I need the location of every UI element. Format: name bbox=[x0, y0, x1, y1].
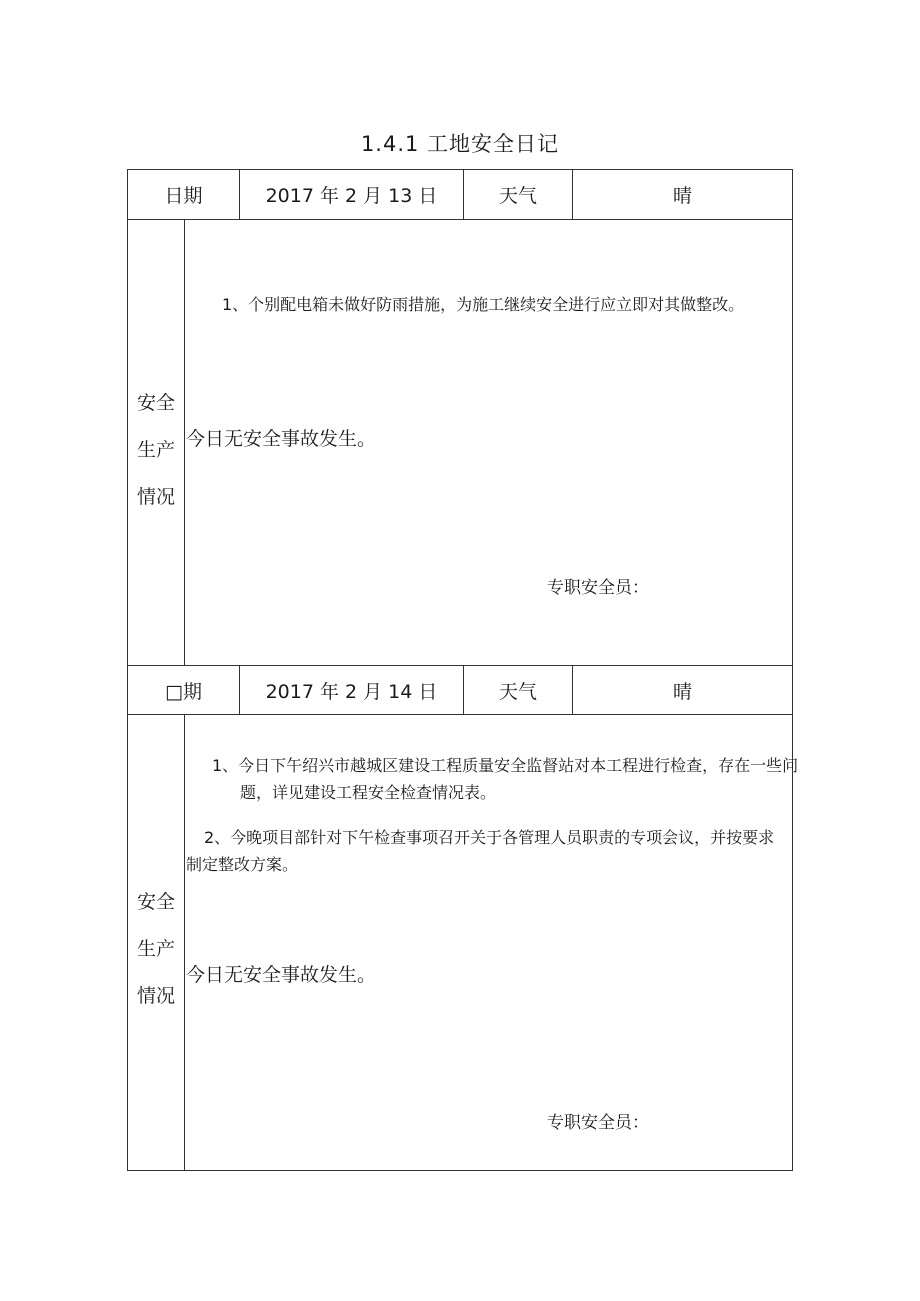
section-label: 安全 生产 情况 bbox=[136, 891, 175, 1007]
date-label: □期 bbox=[165, 680, 202, 703]
weather-value: 晴 bbox=[672, 185, 692, 207]
summary-text: 今日无安全事故发生。 bbox=[186, 964, 377, 986]
diary-table-1 bbox=[127, 169, 793, 666]
date-value: 2017 年 2 月 13 日 bbox=[265, 185, 438, 207]
diary-table-2 bbox=[127, 665, 793, 1171]
weather-value: 晴 bbox=[672, 680, 692, 703]
summary-text: 今日无安全事故发生。 bbox=[186, 428, 377, 450]
issue-item: 1、今日下午绍兴市越城区建设工程质量安全监督站对本工程进行检查，存在一些问题，详见建设工程安全检查情况表。 bbox=[212, 756, 799, 802]
issue-item: 1、个别配电箱未做好防雨措施，为施工继续安全进行应立即对其做整改。 bbox=[222, 295, 745, 314]
date-label: 日期 bbox=[164, 185, 203, 207]
safety-officer-label: 专职安全员： bbox=[547, 578, 649, 598]
section-label: 安全 生产 情况 bbox=[136, 392, 175, 508]
issue-item: 2、今晚项目部针对下午检查事项召开关于各管理人员职责的专项会议，并按要求制定整改方案。 bbox=[186, 828, 775, 874]
weather-label: 天气 bbox=[498, 185, 537, 207]
weather-label: 天气 bbox=[498, 680, 537, 703]
page-title: 1.4.1 工地安全日记 bbox=[360, 132, 560, 156]
safety-officer-label: 专职安全员： bbox=[547, 1113, 649, 1133]
date-value: 2017 年 2 月 14 日 bbox=[265, 680, 438, 703]
